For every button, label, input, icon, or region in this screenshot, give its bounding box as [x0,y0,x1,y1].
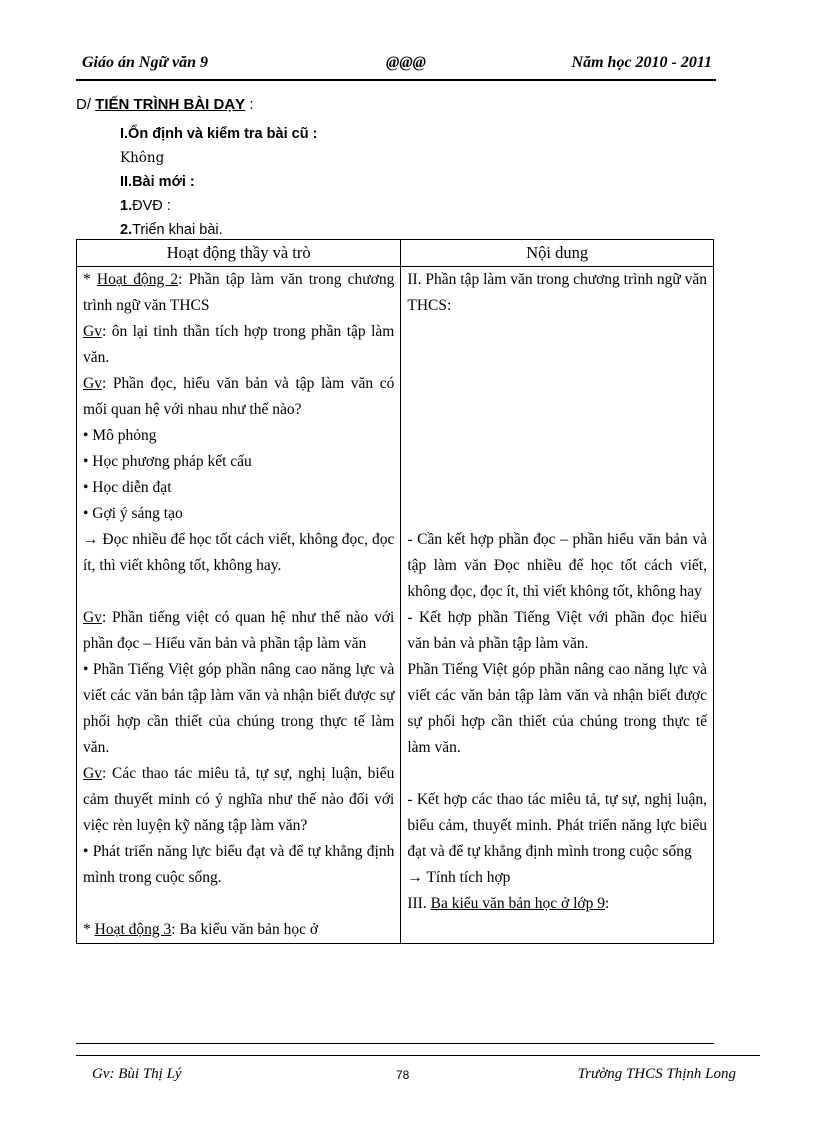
lesson-steps [120,122,317,242]
content-paragraph: Phần Tiếng Việt góp phần nâng cao năng lực và viết các văn bản tập làm văn và nhận biết được sự phối hợp cần thiết của chúng trong thực tế làm văn. [407,661,707,756]
lesson-table-wrapper [70,236,730,1043]
table-header-row [77,240,714,267]
page-header [76,48,716,78]
item-1-value: Không [120,150,165,166]
content-paragraph: - Cần kết hợp phần đọc – phần hiểu văn bản và tập làm văn Đọc nhiều để học tốt cách viết, không đọc, đọc ít, thì viết không tốt, không hay [407,531,707,600]
lesson-table [76,239,714,944]
step-2: 2.Triển khai bài. [120,222,223,238]
activity-3: * Hoạt động 3: Ba kiểu văn bản học ở [83,921,319,938]
gv-note-4: Gv: Các thao tác miêu tả, tự sự, nghị luận, biểu cảm thuyết minh có ý nghĩa như thế nào đối với việc rèn luyện kỹ năng tập làm văn? [83,765,395,834]
item-1: I.Ổn định và kiểm tra bài cũ : [120,126,318,142]
gv-note-2: Gv: Phần đọc, hiểu văn bản và tập làm văn có mối quan hệ với nhau như thế nào? [83,375,395,418]
header-ornament: @@@ [386,54,426,71]
spacer [407,761,707,787]
page-number: 78 [396,1068,410,1082]
footer-school: Trường THCS Thịnh Long [577,1066,736,1082]
content-paragraph: → Tính tích hợp [407,869,511,886]
list-item: • Phát triển năng lực biểu đạt và để tự khẳng định mình trong cuộc sống. [83,843,395,886]
item-2: II.Bài mới : [120,174,195,190]
list-item: • Phần Tiếng Việt góp phần nâng cao năng lực và viết các văn bản tập làm văn và nhận biết được sự phối hợp cần thiết của chúng trong thực tế làm văn. [83,661,395,756]
section-prefix: D/ [76,96,96,113]
content-paragraph: - Kết hợp phần Tiếng Việt với phần đọc hiểu văn bản và phần tập làm văn. [407,609,707,652]
section-heading [76,96,254,113]
list-item: • Học phương pháp kết cấu [83,453,252,470]
header-rule [76,79,716,81]
spacer [407,319,707,527]
activity-2: * Hoạt động 2: Phần tập làm văn trong chương trình ngữ văn THCS [83,271,395,314]
spacer [83,891,394,917]
content-column [401,267,714,944]
header-school-year: Năm học 2010 - 2011 [571,54,712,71]
activity-column [77,267,401,944]
gv-note-1: Gv: ôn lại tinh thần tích hợp trong phần tập làm văn. [83,323,395,366]
table-bottom-border [76,1043,714,1044]
footer-teacher: Gv: Bùi Thị Lý [92,1066,182,1082]
list-item: • Học diễn đạt [83,479,172,496]
content-paragraph: - Kết hợp các thao tác miêu tả, tự sự, nghị luận, biểu cảm, thuyết minh. Phát triển năng lực biểu đạt và để tự khẳng định mình trong cuộc sống [407,791,707,860]
arrow-conclusion: → Đọc nhiều để học tốt cách viết, không đọc, đọc ít, thì viết không tốt, không hay. [83,531,395,574]
spacer [83,579,394,605]
page-footer [76,1062,736,1086]
list-item: • Mô phỏng [83,427,157,444]
section-title: TIẾN TRÌNH BÀI DẠY [95,96,246,113]
section-ii-title: II. Phần tập làm văn trong chương trình ngữ văn THCS: [407,271,707,314]
header-subject: Giáo án Ngữ văn 9 [82,54,209,71]
table-row [77,267,714,944]
header-content: Nội dung [401,240,714,267]
section-suffix: : [245,96,254,113]
step-1: 1.ĐVĐ : [120,198,171,214]
list-item: • Gợi ý sáng tạo [83,505,183,522]
section-iii-title: III. Ba kiểu văn bản học ở lớp 9: [407,895,610,912]
gv-note-3: Gv: Phần tiếng việt có quan hệ như thế nào với phần đọc – Hiểu văn bản và phần tập làm văn [83,609,395,652]
header-activity: Hoạt động thầy và trò [77,240,401,267]
footer-rule [76,1055,760,1056]
